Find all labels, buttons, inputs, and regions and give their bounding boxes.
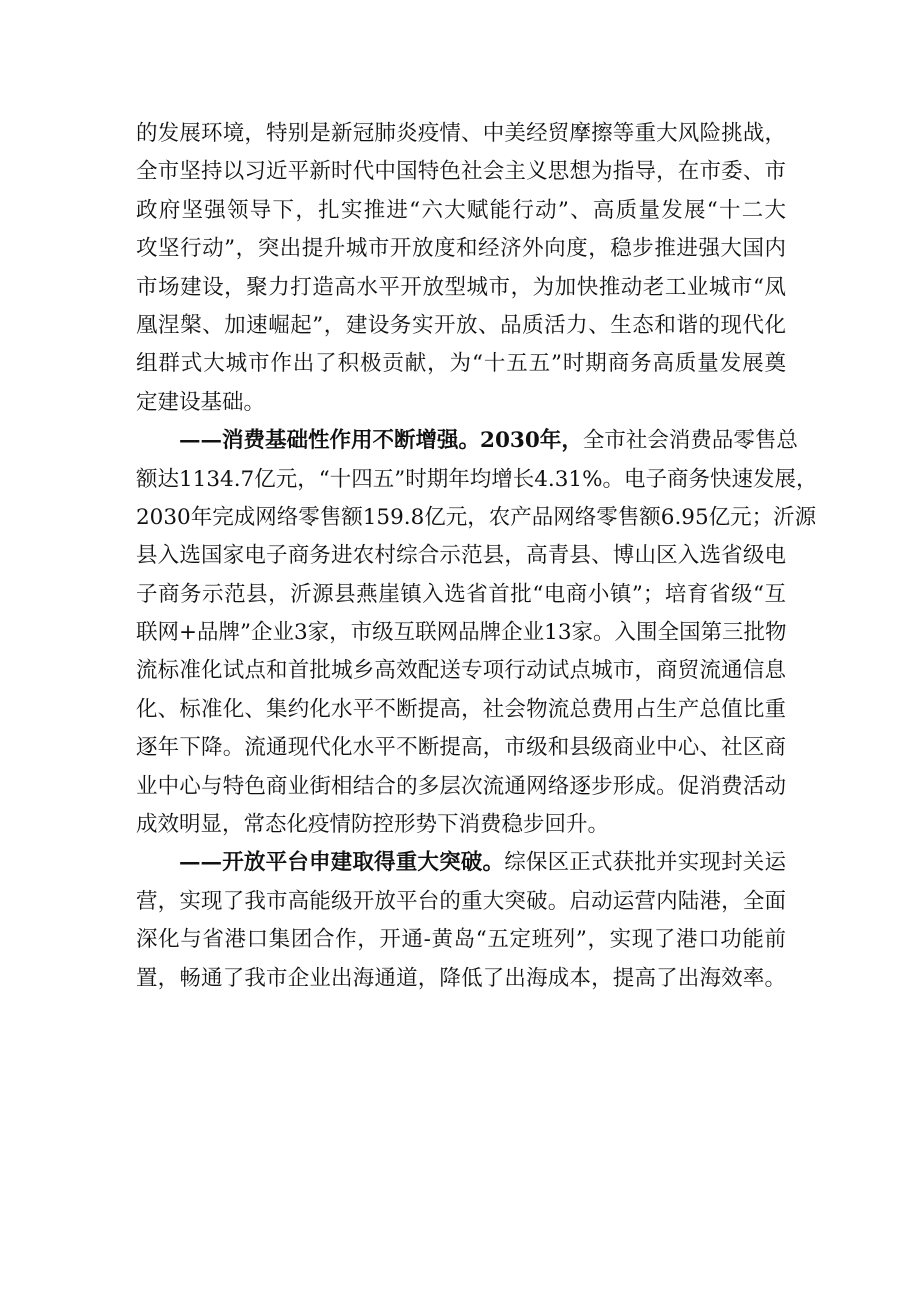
text-line: 攻坚行动”，突出提升城市开放度和经济外向度，稳步推进强大国内 [136,236,786,262]
text-run: 综保区正式获批并实现封关运 [504,850,786,876]
text-line: 营，实现了我市高能级开放平台的重大突破。启动运营内陆港，全面 [136,888,786,914]
section-heading: ——开放平台申建取得重大突破。 [179,850,505,876]
text-line: 额达1134.7亿元，“十四五”时期年均增长4.31%。电子商务快速发展， [136,466,818,492]
text-line: 凰涅槃、加速崛起”，建设务实开放、品质活力、生态和谐的现代化 [136,312,786,338]
text-line [136,844,786,882]
document-body [136,115,818,998]
text-line: 子商务示范县，沂源县燕崖镇入选省首批“电商小镇”；培育省级“互 [136,581,786,607]
text-line: 深化与省港口集团合作，开通-黄岛“五定班列”，实现了港口功能前 [136,927,786,953]
text-run: 全市社会消费品零售总 [582,428,798,454]
text-line: 市场建设，聚力打造高水平开放型城市，为加快推动老工业城市“凤 [136,274,786,300]
text-line: 化、标准化、集约化水平不断提高，社会物流总费用占生产总值比重 [136,696,786,722]
text-line: 业中心与特色商业街相结合的多层次流通网络逐步形成。促消费活动 [136,773,786,799]
text-line: 联网+品牌”企业3家，市级互联网品牌企业13家。入围全国第三批物 [136,620,787,646]
text-line: 流标准化试点和首批城乡高效配送专项行动试点城市，商贸流通信息 [136,658,786,684]
paragraph-consumption [136,422,818,844]
text-line: 的发展环境，特别是新冠肺炎疫情、中美经贸摩擦等重大风险挑战， [136,121,786,146]
text-line: 组群式大城市作出了积极贡献，为“十五五”时期商务高质量发展奠 [136,351,786,377]
section-heading: ——消费基础性作用不断增强。2030年， [179,428,583,454]
text-line: 置，畅通了我市企业出海通道，降低了出海成本，提高了出海效率。 [136,965,786,991]
text-line [136,422,798,460]
text-line: 县入选国家电子商务进农村综合示范县，高青县、博山区入选省级电 [136,543,786,569]
text-line: 逐年下降。流通现代化水平不断提高，市级和县级商业中心、社区商 [136,735,786,761]
text-line: 全市坚持以习近平新时代中国特色社会主义思想为指导，在市委、市 [136,159,786,185]
paragraph-intro [136,115,786,422]
text-line: 2030年完成网络零售额159.8亿元，农产品网络零售额6.95亿元；沂源 [136,504,817,530]
text-line: 政府坚强领导下，扎实推进“六大赋能行动”、高质量发展“十二大 [136,197,786,223]
paragraph-open-platform [136,844,786,998]
text-line: 定建设基础。 [136,389,266,415]
text-line: 成效明显，常态化疫情防控形势下消费稳步回升。 [136,812,610,838]
